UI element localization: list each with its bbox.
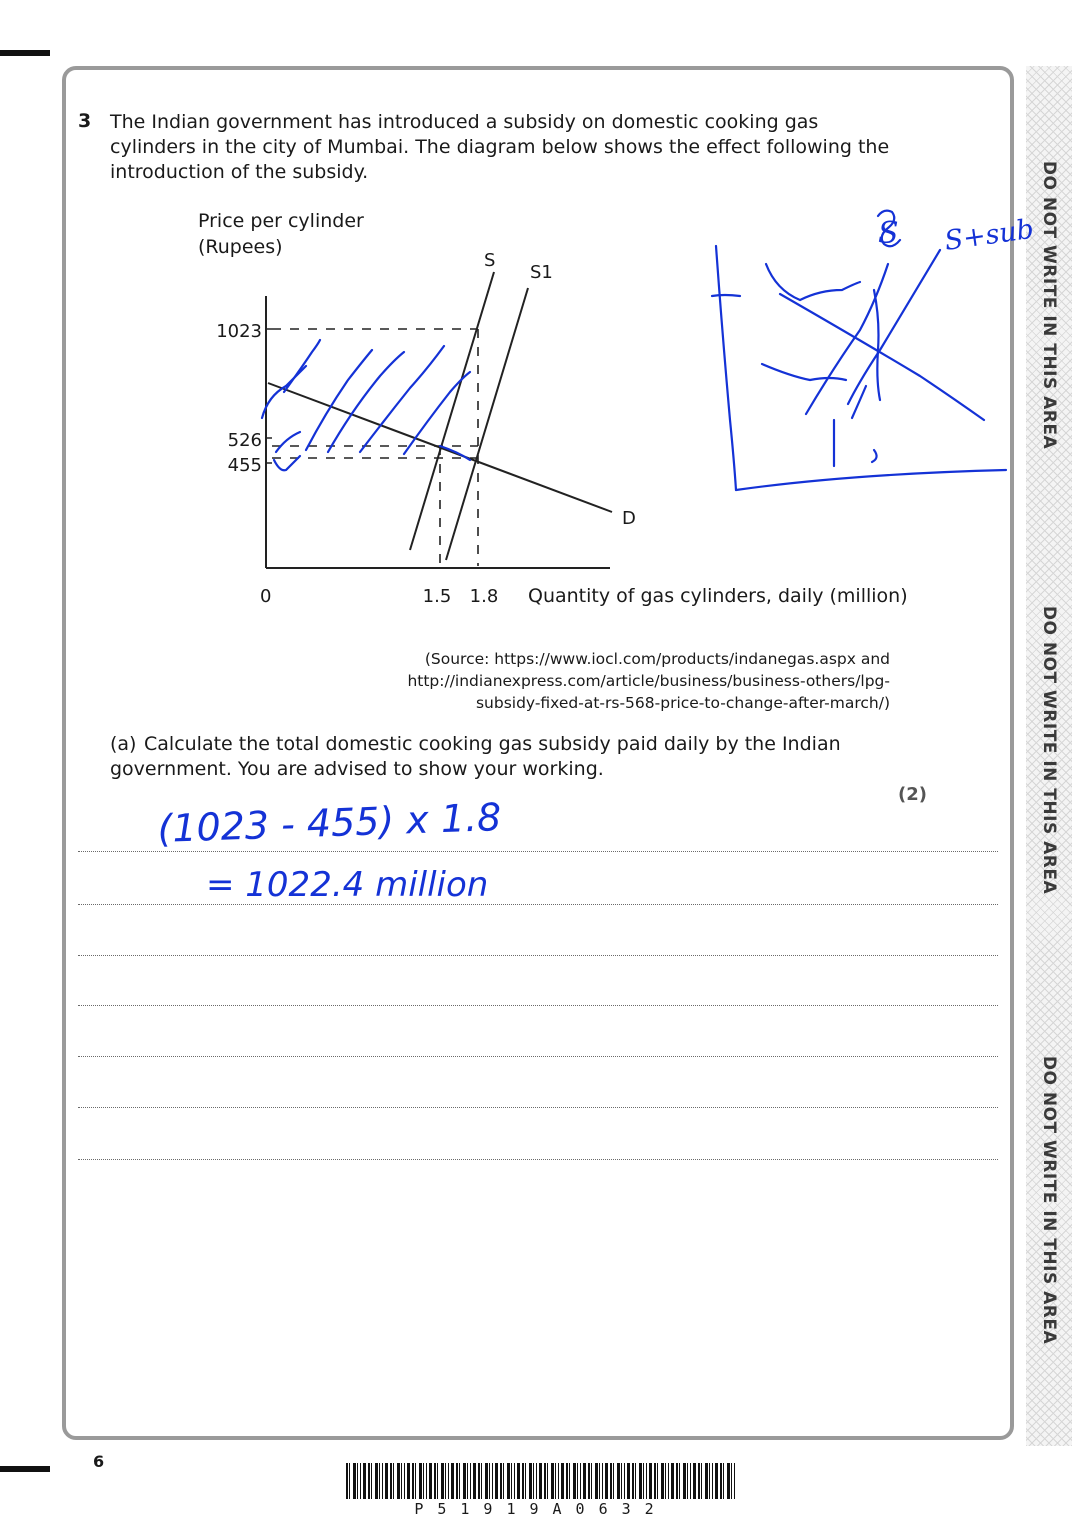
price-tick-455: 455 (227, 455, 262, 476)
page-number: 6 (93, 1452, 105, 1471)
part-a-text: Calculate the total domestic cooking gas subsidy paid daily by the Indian government. You are advised to show your working. (110, 733, 841, 780)
answer-line[interactable] (78, 1056, 998, 1057)
quantity-tick-1-8: 1.8 (469, 586, 499, 607)
supply-label-s1: S1 (530, 262, 553, 283)
answer-line[interactable] (78, 955, 998, 956)
price-tick-1023: 1023 (216, 321, 262, 342)
quantity-tick-1-5: 1.5 (422, 586, 452, 607)
margin-warning-3: DO NOT WRITE IN THIS AREA (1039, 1055, 1059, 1345)
sketch-subsidised-supply-label: S+sub (942, 213, 1036, 257)
sketch-supply-label: S (878, 216, 899, 251)
source-citation (407, 648, 890, 714)
supply-curve-s (410, 272, 494, 550)
y-axis-label-2: (Rupees) (198, 236, 283, 258)
handwritten-working-line-1: (1023 - 455) x 1.8 (156, 795, 502, 851)
answer-line[interactable] (78, 851, 998, 852)
part-a-label: (a) (110, 733, 137, 755)
answer-line[interactable] (78, 1107, 998, 1108)
margin-warning-2: DO NOT WRITE IN THIS AREA (1039, 605, 1059, 895)
source-line: http://indianexpress.com/article/business/business-others/lpg- (407, 672, 890, 690)
question-number: 3 (78, 110, 92, 132)
origin-label: 0 (260, 586, 272, 607)
supply-label-s: S (484, 250, 496, 271)
part-a-question (110, 732, 850, 782)
x-axis-label: Quantity of gas cylinders, daily (million) (528, 585, 908, 607)
handwritten-shading (262, 340, 470, 470)
barcode (346, 1463, 736, 1499)
answer-line[interactable] (78, 904, 998, 905)
question-text: The Indian government has introduced a subsidy on domestic cooking gas cylinders in the city of Mumbai. The diagram below shows the effect following the introduction of the subsidy. (110, 111, 890, 183)
price-tick-526: 526 (227, 430, 262, 451)
source-line: subsidy-fixed-at-rs-568-price-to-change-after-march/) (475, 694, 890, 712)
demand-curve (268, 383, 612, 512)
source-line: (Source: https://www.iocl.com/products/indanegas.aspx and (424, 650, 890, 668)
answer-line[interactable] (78, 1159, 998, 1160)
y-axis-label-1: Price per cylinder (198, 210, 364, 232)
margin-warning-1: DO NOT WRITE IN THIS AREA (1039, 160, 1059, 450)
barcode-text: P51919A0632 (414, 1500, 668, 1518)
answer-line[interactable] (78, 1005, 998, 1006)
demand-label: D (622, 508, 636, 529)
handwritten-working-line-2: = 1022.4 million (206, 865, 489, 905)
marks-indicator: (2) (898, 784, 927, 805)
